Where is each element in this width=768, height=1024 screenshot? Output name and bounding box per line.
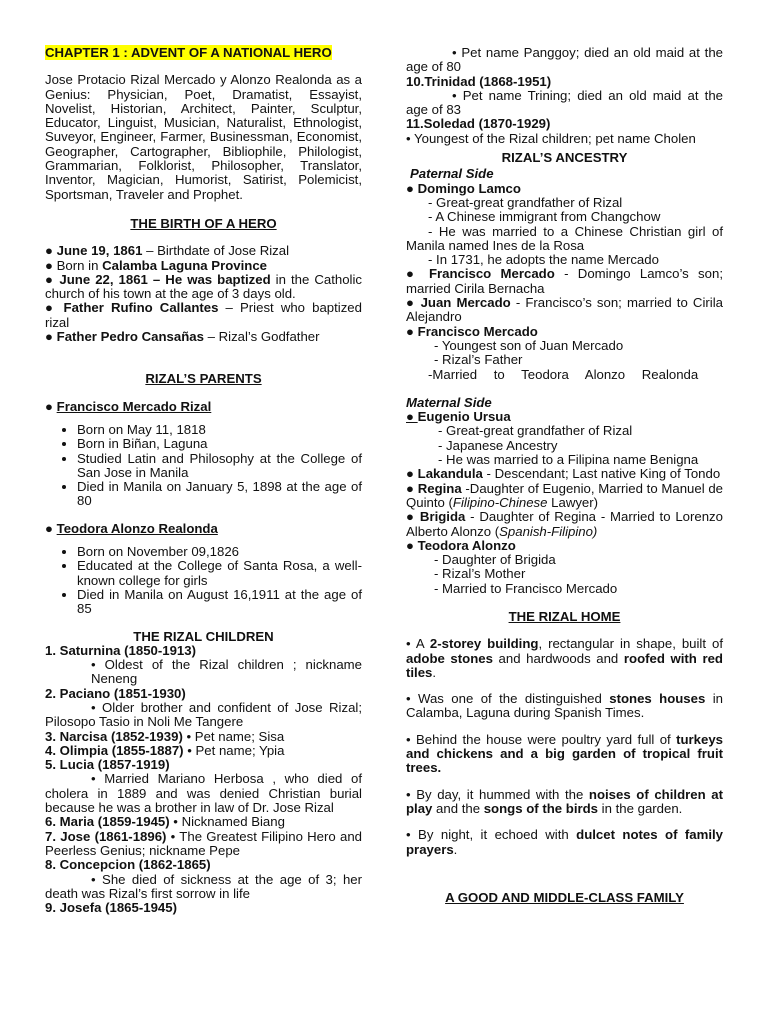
birth-heading: THE BIRTH OF A HERO bbox=[130, 215, 277, 231]
bullet-icon: ● bbox=[406, 537, 418, 553]
birth-item: ● Born in Calamba Laguna Province bbox=[45, 257, 267, 273]
home-paragraph: • A 2-storey building, rectangular in shape, built of adobe stones and hardwoods and roofed with red tiles. bbox=[406, 636, 723, 680]
list-item: • Died in Manila on January 5, 1898 at the age of 80 bbox=[77, 480, 362, 509]
children-heading: THE RIZAL CHILDREN bbox=[133, 628, 274, 644]
ancestor-name: ● Teodora Alonzo bbox=[406, 537, 516, 553]
child-row: 6. Maria (1859-1945) • Nicknamed Biang bbox=[45, 814, 285, 830]
child-desc: • Married Mariano Herbosa , who died of cholera in 1889 and was denied Christian burial because he was a brother in law of Dr. Jose Rizal bbox=[45, 771, 362, 816]
ancestor-fact: - In 1731, he adopts the name Mercado bbox=[428, 252, 659, 268]
child-title: 9. Josefa (1865-1945) bbox=[45, 900, 177, 916]
ancestor-fact: -Married to Teodora Alonzo Realonda bbox=[428, 366, 699, 382]
ancestor-row: ● Francisco Mercado - Domingo Lamco’s son; married Cirila Bernacha bbox=[406, 266, 723, 296]
list-item: • Born in Biñan, Laguna bbox=[77, 437, 362, 451]
ancestor-fact: - Japanese Ancestry bbox=[438, 437, 558, 453]
bullet-icon: ● bbox=[45, 271, 60, 287]
children-list bbox=[45, 644, 362, 916]
ancestor-row: ● Brigida - Daughter of Regina - Married to Lorenzo Alberto Alonzo (Spanish-Filipino) bbox=[406, 509, 723, 539]
bullet-icon: ● bbox=[45, 257, 57, 273]
father-name: ● Francisco Mercado Rizal bbox=[45, 398, 212, 414]
birth-list bbox=[45, 244, 362, 344]
ancestor-fact: - Rizal’s Father bbox=[434, 352, 523, 368]
ancestor-name: ● Francisco Mercado bbox=[406, 323, 538, 339]
bullet-icon: ● bbox=[45, 398, 57, 414]
bullet-icon: ● bbox=[406, 323, 418, 339]
ancestor-fact: - Youngest son of Juan Mercado bbox=[434, 337, 624, 353]
ancestor-fact: - Great-great grandfather of Rizal bbox=[428, 194, 623, 210]
child-row: 4. Olimpia (1855-1887) • Pet name; Ypia bbox=[45, 742, 285, 758]
child-title: 1. Saturnina (1850-1913) bbox=[45, 642, 196, 658]
mother-facts-list bbox=[45, 545, 362, 616]
ancestor-row: ● Regina -Daughter of Eugenio, Married to Manuel de Quinto (Filipino-Chinese Lawyer) bbox=[406, 480, 723, 510]
child-desc: • Pet name Trining; died an old maid at the age of 83 bbox=[406, 87, 723, 118]
birth-item: ● June 19, 1861 – Birthdate of Jose Rizal bbox=[45, 243, 290, 259]
child-title: 8. Concepcion (1862-1865) bbox=[45, 857, 211, 873]
child-desc: • Oldest of the Rizal children ; nickname Neneng bbox=[91, 657, 362, 687]
ancestor-fact: - A Chinese immigrant from Changchow bbox=[428, 209, 661, 225]
birth-item: ● June 22, 1861 – He was baptized in the Catholic church of his town at the age of 3 days old. bbox=[45, 271, 362, 302]
ancestor-fact: - He was married to a Filipina name Benigna bbox=[438, 452, 699, 468]
bullet-icon: ● bbox=[406, 480, 418, 496]
ancestor-fact: - Married to Francisco Mercado bbox=[434, 580, 618, 596]
father-facts-list bbox=[45, 423, 362, 509]
bullet-icon: ● bbox=[45, 329, 57, 345]
bullet-icon: ● bbox=[406, 409, 418, 425]
child-row: 3. Narcisa (1852-1939) • Pet name; Sisa bbox=[45, 728, 285, 744]
ancestor-fact: - Rizal’s Mother bbox=[434, 566, 526, 582]
bullet-icon: ● bbox=[45, 520, 57, 536]
child-desc: • Pet name Panggoy; died an old maid at the age of 80 bbox=[406, 45, 723, 75]
ancestor-row: ● Lakandula - Descendant; Last native King of Tondo bbox=[406, 466, 721, 482]
child-title: 10.Trinidad (1868-1951) bbox=[406, 73, 552, 89]
intro-paragraph: Jose Protacio Rizal Mercado y Alonzo Realonda as a Genius: Physician, Poet, Dramatist, Essayist, Novelist, Historian, Architect, Painter, Sculptur, Educator, Linguist, Musician, Naturalist, Ethnologist, Suveyor, Engineer, Farmer, Businessman, Economist, Geographer, Cartographer, Bibliophile, Philologist, Grammarian, Folklorist, Philosopher, Translator, Inventor, Magician, Humorist, Satirist, Polemicist, Sportsman, Traveler and Prophet. bbox=[45, 72, 362, 202]
child-row: 7. Jose (1861-1896) • The Greatest Filipino Hero and Peerless Genius; nickname Pepe bbox=[45, 828, 362, 858]
birth-item: ● Father Pedro Cansañas – Rizal’s Godfather bbox=[45, 329, 320, 345]
bullet-icon: ● bbox=[45, 300, 64, 316]
birth-item: ● Father Rufino Callantes – Priest who baptized rizal bbox=[45, 300, 362, 330]
ancestor-name: ● Domingo Lamco bbox=[406, 180, 521, 196]
child-title: 5. Lucia (1857-1919) bbox=[45, 757, 170, 773]
bullet-icon: ● bbox=[45, 243, 57, 259]
bullet-icon: ● bbox=[406, 466, 418, 482]
ancestor-name: ● Eugenio Ursua bbox=[406, 409, 511, 425]
ancestor-fact: - He was married to a Chinese Christian girl of Manila named Ines de la Rosa bbox=[406, 223, 723, 253]
home-heading: THE RIZAL HOME bbox=[508, 608, 621, 624]
ancestry-heading: RIZAL’S ANCESTRY bbox=[501, 150, 628, 166]
home-paragraph: • By night, it echoed with dulcet notes of family prayers. bbox=[406, 827, 724, 857]
ancestor-fact: - Daughter of Brigida bbox=[434, 552, 556, 568]
list-item: • Educated at the College of Santa Rosa, a well-known college for girls bbox=[77, 559, 362, 588]
child-desc: • Older brother and confident of Jose Rizal; Pilosopo Tasio in Noli Me Tangere bbox=[45, 699, 362, 730]
parents-heading: RIZAL’S PARENTS bbox=[145, 371, 262, 387]
maternal-label: Maternal Side bbox=[406, 394, 492, 410]
bullet-icon: ● bbox=[406, 180, 418, 196]
child-title: 2. Paciano (1851-1930) bbox=[45, 685, 186, 701]
list-item: • Died in Manila on August 16,1911 at the age of 85 bbox=[77, 588, 362, 617]
right-column bbox=[406, 46, 723, 905]
home-paragraph: • Behind the house were poultry yard full of turkeys and chickens and a big garden of tropical fruit trees. bbox=[406, 731, 723, 776]
child-desc: • Youngest of the Rizal children; pet name Cholen bbox=[406, 130, 696, 146]
home-paragraph: • By day, it hummed with the noises of children at play and the songs of the birds in the garden. bbox=[406, 786, 723, 816]
child-desc: • She died of sickness at the age of 3; her death was Rizal’s first sorrow in life bbox=[45, 871, 362, 901]
bullet-icon: ● bbox=[406, 266, 429, 282]
paternal-label: Paternal Side bbox=[410, 166, 494, 182]
list-item: • Studied Latin and Philosophy at the College of San Jose in Manila bbox=[77, 452, 362, 481]
list-item: • Born on November 09,1826 bbox=[77, 545, 362, 559]
chapter-title: CHAPTER 1 : ADVENT OF A NATIONAL HERO bbox=[45, 45, 332, 60]
family-heading: A GOOD AND MIDDLE-CLASS FAMILY bbox=[445, 889, 684, 905]
bullet-icon: ● bbox=[406, 295, 421, 311]
list-item: • Born on May 11, 1818 bbox=[77, 423, 362, 437]
ancestor-fact: - Great-great grandfather of Rizal bbox=[438, 423, 633, 439]
mother-name: ● Teodora Alonzo Realonda bbox=[45, 520, 218, 536]
ancestor-row: ● Juan Mercado - Francisco’s son; married to Cirila Alejandro bbox=[406, 295, 723, 325]
home-paragraph: • Was one of the distinguished stones houses in Calamba, Laguna during Spanish Times. bbox=[406, 691, 723, 721]
child-title: 11.Soledad (1870-1929) bbox=[406, 116, 551, 132]
left-column bbox=[45, 46, 362, 915]
bullet-icon: ● bbox=[406, 509, 420, 525]
